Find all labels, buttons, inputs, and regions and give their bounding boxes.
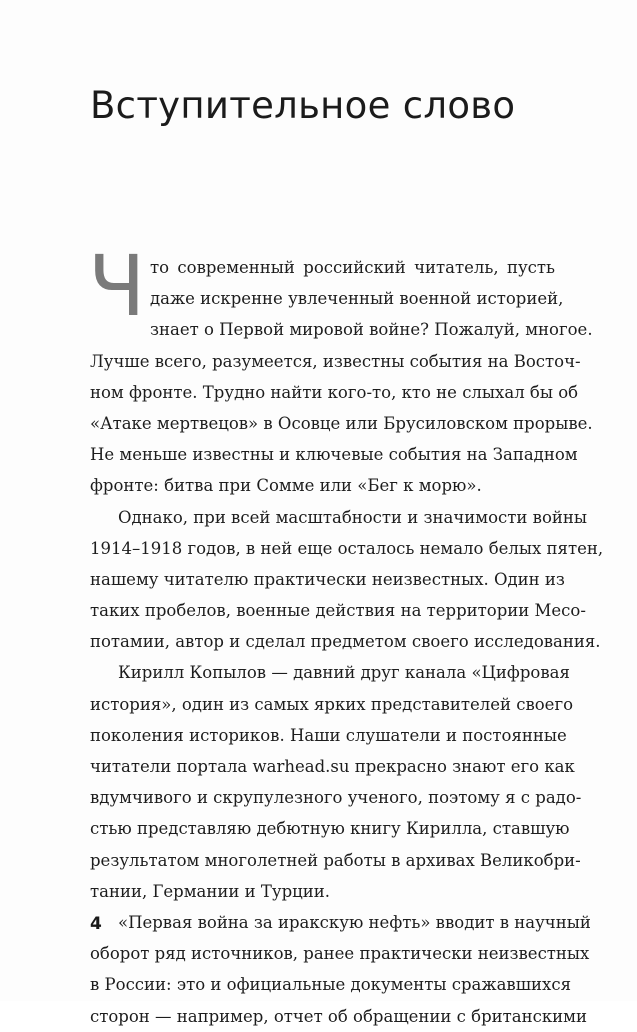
text-line: знает о Первой мировой войне? Пожалуй, многое. — [150, 320, 593, 340]
text-line: сторон — например, отчет об обращении с британскими — [90, 1006, 587, 1026]
text-line: таких пробелов, военные действия на территории Месо- — [90, 601, 586, 621]
text-line: фронте: битва при Сомме или «Бег к морю». — [90, 476, 482, 496]
text-line: история», один из самых ярких представителей своего — [90, 694, 574, 714]
text-line: нашему читателю практически неизвестных. Один из — [90, 569, 565, 589]
text-line: Лучше всего, разумеется, известны события на Восточ- — [90, 351, 581, 371]
text-line: Кирилл Копылов — давний друг канала «Цифровая — [118, 663, 570, 683]
text-line: поколения историков. Наши слушатели и постоянные — [90, 725, 567, 745]
text-line: потамии, автор и сделал предметом своего исследования. — [90, 632, 601, 652]
text-line: оборот ряд источников, ранее практически неизвестных — [90, 944, 590, 964]
text-line: читатели портала warhead.su прекрасно знают его как — [90, 757, 575, 776]
text-line: стью представляю дебютную книгу Кирилла, ставшую — [90, 819, 570, 839]
text-line: тании, Германии и Турции. — [90, 881, 330, 901]
text-line: Однако, при всей масштабности и значимости войны — [118, 507, 588, 527]
text-line: 1914–1918 годов, в ней еще осталось немало белых пятен, — [90, 538, 604, 558]
text-line: то современный российский читатель, пусть — [150, 258, 555, 277]
text-line: Не меньше известны и ключевые события на Западном — [90, 445, 578, 465]
text-line: в России: это и официальные документы сражавшихся — [90, 975, 571, 995]
drop-cap-letter: Ч — [88, 237, 146, 335]
text-line: даже искренне увлеченный военной историей, — [150, 289, 564, 309]
text-line: «Атаке мертвецов» в Осовце или Брусиловском прорыве. — [90, 413, 593, 433]
text-line: ном фронте. Трудно найти кого-то, кто не слыхал бы об — [90, 382, 579, 402]
body-text — [88, 237, 604, 1032]
text-line: вдумчивого и скрупулезного ученого, поэтому я с радо- — [90, 788, 582, 808]
chapter-title: Вступительное слово — [90, 84, 516, 127]
text-line: «Первая война за иракскую нефть» вводит в научный — [118, 912, 591, 932]
text-line: результатом многолетней работы в архивах Великобри- — [90, 850, 581, 870]
page-number: 4 — [90, 914, 102, 934]
